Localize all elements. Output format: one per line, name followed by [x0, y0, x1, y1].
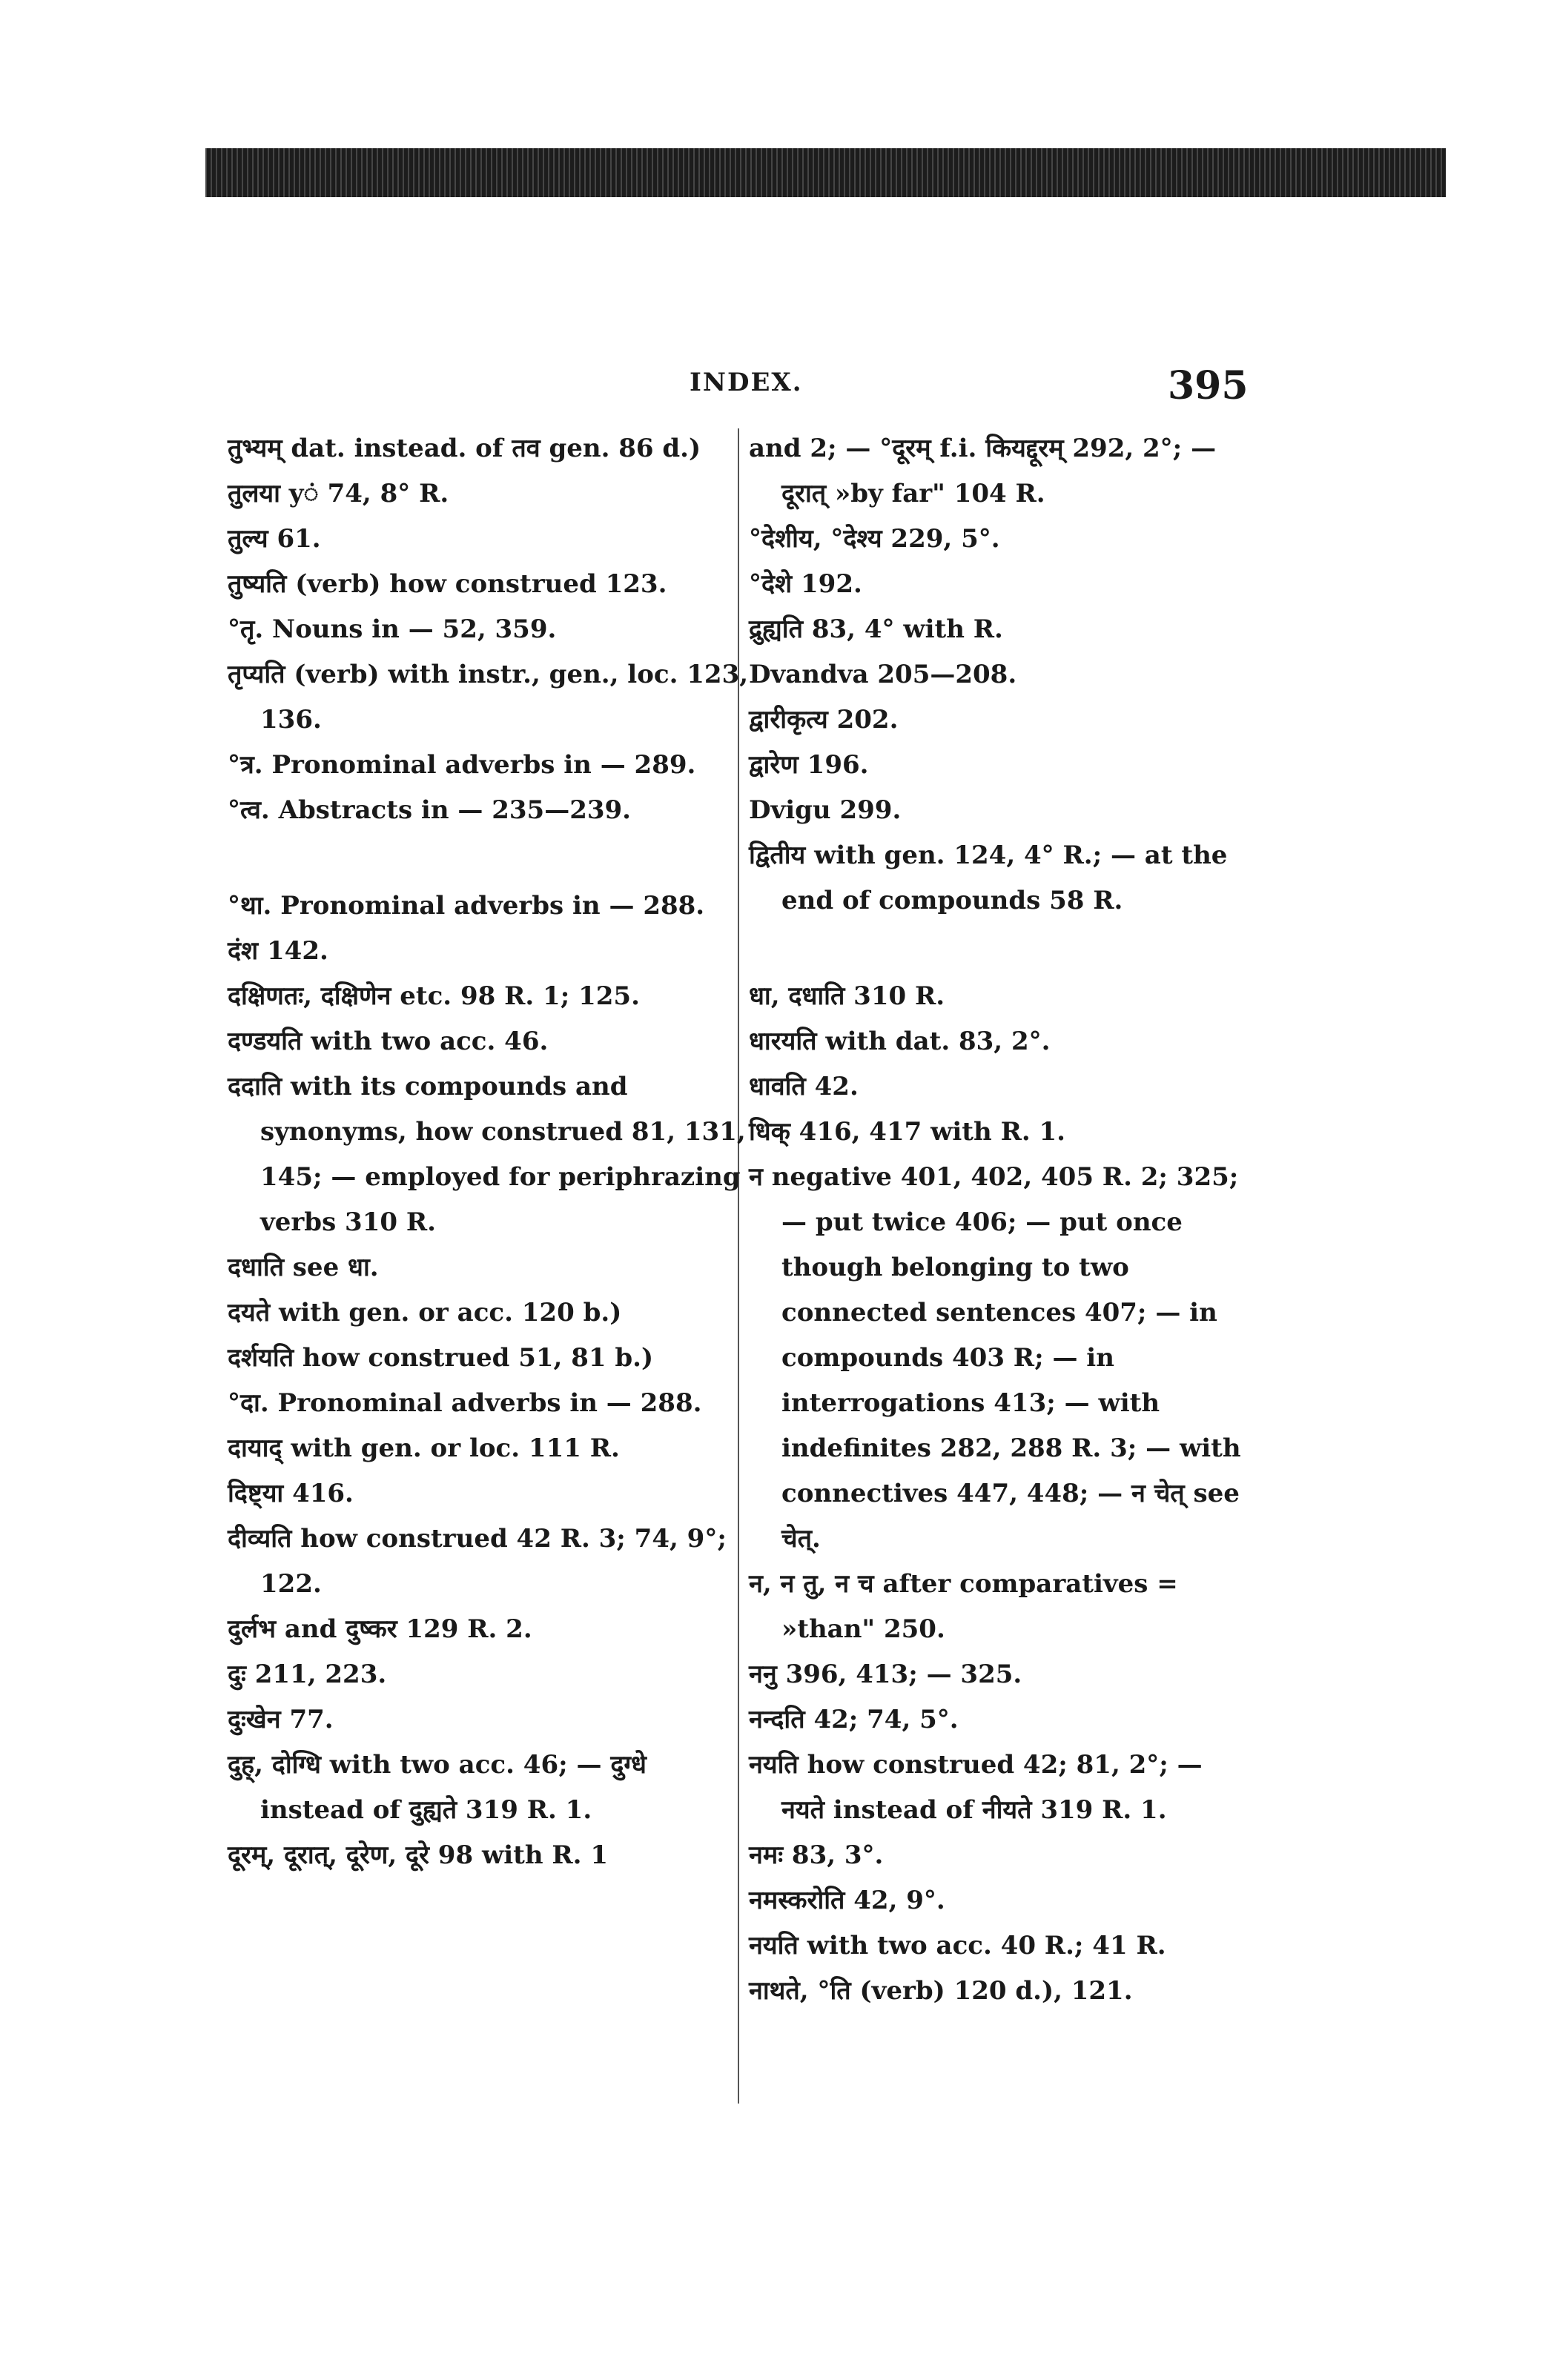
index-entry: तुष्यति (verb) how construed 123.	[228, 569, 667, 599]
left-column	[228, 426, 750, 1878]
index-entry: दुः 211, 223.	[228, 1660, 387, 1689]
index-entry: द्वितीय with gen. 124, 4° R.; — at the end of compounds 58 R.	[749, 841, 1228, 915]
index-entry: दक्षिणतः, दक्षिणेन etc. 98 R. 1; 125.	[228, 981, 640, 1011]
index-entry: °त्व. Abstracts in — 235—239.	[228, 795, 632, 825]
index-entry: दयते with gen. or acc. 120 b.)	[228, 1298, 622, 1327]
index-entry: नमः 83, 3°.	[749, 1840, 884, 1870]
index-entry: नयति how construed 42; 81, 2°; — नयते instead of नीयते 319 R. 1.	[749, 1750, 1203, 1825]
index-entry: °देशीय, °देश्य 229, 5°.	[749, 524, 1000, 554]
right-column	[749, 426, 1253, 2014]
index-entry: नमस्करोति 42, 9°.	[749, 1886, 945, 1915]
index-entry: धावति 42.	[749, 1072, 859, 1101]
index-entry: दूरम्, दूरात्, दूरेण, दूरे 98 with R. 1	[228, 1840, 608, 1870]
index-entry: दुह्, दोग्धि with two acc. 46; — दुग्धे instead of दुह्यते 319 R. 1.	[228, 1750, 647, 1825]
index-entry: नाथते, °ति (verb) 120 d.), 121.	[749, 1976, 1133, 2006]
index-entry: दर्शयति how construed 51, 81 b.)	[228, 1343, 654, 1373]
index-entry: नयति with two acc. 40 R.; 41 R.	[749, 1931, 1166, 1960]
index-entry: दंश 142.	[228, 936, 328, 966]
index-entry: तुलया yं 74, 8° R.	[228, 479, 449, 508]
index-entry: न, न तु, न च after comparatives = »than" 250.	[749, 1569, 1178, 1644]
section-gap	[228, 833, 750, 884]
page-number: 395	[1168, 363, 1249, 408]
index-entry: °दा. Pronominal adverbs in — 288.	[228, 1388, 702, 1418]
index-entry: and 2; — °दूरम् f.i. कियद्दूरम् 292, 2°; — दूरात् »by far" 104 R.	[749, 434, 1217, 508]
index-entry: ननु 396, 413; — 325.	[749, 1660, 1022, 1689]
index-entry: दायाद् with gen. or loc. 111 R.	[228, 1433, 620, 1463]
index-entry: °था. Pronominal adverbs in — 288.	[228, 891, 705, 921]
index-entry: धारयति with dat. 83, 2°.	[749, 1027, 1051, 1056]
index-entry: दीव्यति how construed 42 R. 3; 74, 9°; 122.	[228, 1524, 727, 1599]
index-entry: तुल्य 61.	[228, 524, 321, 554]
running-title: INDEX.	[690, 368, 803, 397]
index-entry: धिक् 416, 417 with R. 1.	[749, 1117, 1065, 1147]
index-entry: दण्डयति with two acc. 46.	[228, 1027, 549, 1056]
top-banner-bar	[205, 148, 1446, 197]
index-entry: न negative 401, 402, 405 R. 2; 325; — put twice 406; — put once though belonging to two connected sentences 407; — in compounds 403 R; — in interrogations 413; — with indefinites 282, 288 R. 3; — with connectives 447, 448; — न चेत् see चेत्.	[749, 1162, 1241, 1554]
index-entry: दिष्ट्या 416.	[228, 1479, 354, 1508]
index-entry: तृप्यति (verb) with instr., gen., loc. 123, 136.	[228, 660, 749, 735]
index-entry: द्वारीकृत्य 202.	[749, 705, 899, 735]
index-entry: °देशे 192.	[749, 569, 862, 599]
index-entry: द्वारेण 196.	[749, 750, 869, 780]
index-entry: दुःखेन 77.	[228, 1705, 334, 1734]
running-head	[0, 363, 1557, 408]
index-entry: द्रुह्यति 83, 4° with R.	[749, 614, 1003, 644]
section-gap	[749, 924, 1253, 974]
index-entry: दुर्लभ and दुष्कर 129 R. 2.	[228, 1614, 532, 1644]
index-entry: तुभ्यम् dat. instead. of तव gen. 86 d.)	[228, 434, 701, 463]
index-entry: ददाति with its compounds and synonyms, how construed 81, 131, 145; — employed for periphrazing verbs 310 R.	[228, 1072, 746, 1237]
index-entry: धा, दधाति 310 R.	[749, 981, 945, 1011]
index-entry: °तृ. Nouns in — 52, 359.	[228, 614, 557, 644]
index-entry: नन्दति 42; 74, 5°.	[749, 1705, 959, 1734]
index-entry: °त्र. Pronominal adverbs in — 289.	[228, 750, 696, 780]
index-entry: दधाति see धा.	[228, 1253, 379, 1282]
index-entry: Dvandva 205—208.	[749, 660, 1017, 689]
index-entry: Dvigu 299.	[749, 795, 902, 825]
